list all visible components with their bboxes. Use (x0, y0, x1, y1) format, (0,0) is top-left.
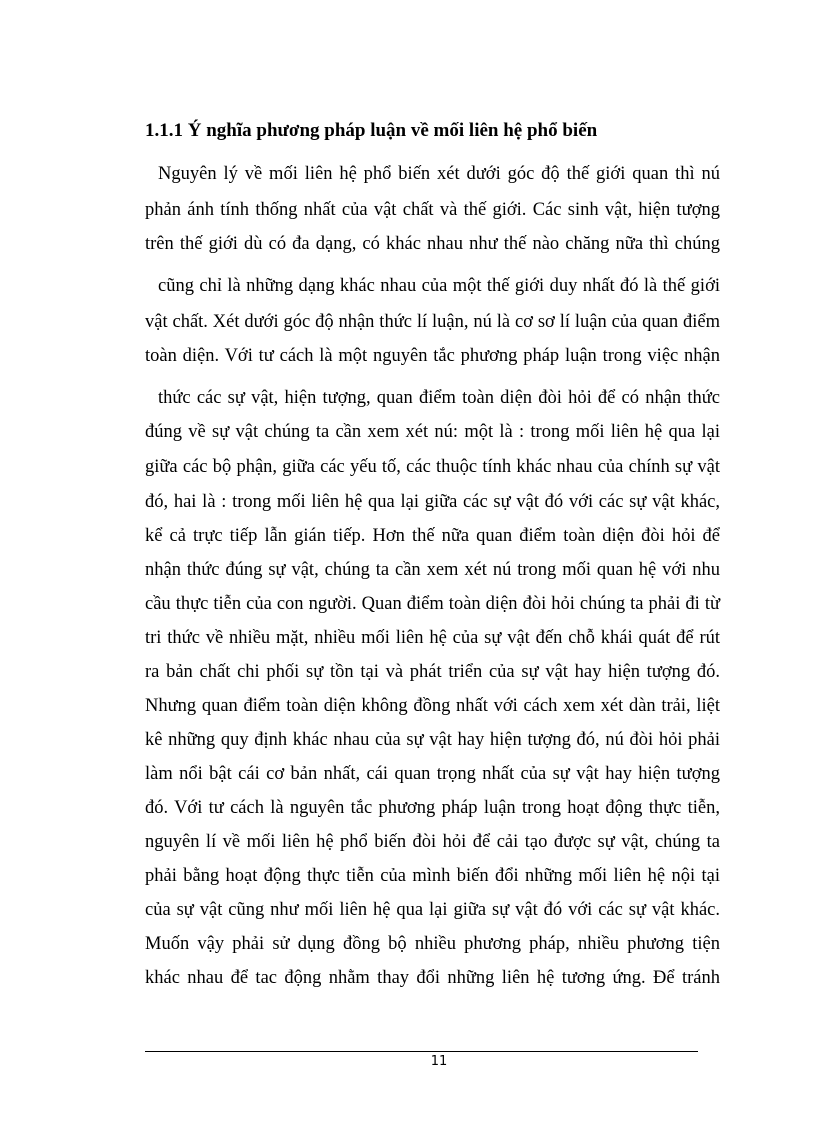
body-line: phải bằng hoạt động thực tiễn của mình biến đổi những mối liên hệ nội tại (145, 866, 720, 886)
body-line: vật chất. Xét dưới góc độ nhận thức lí luận, nú là cơ sơ lí luận của quan điểm (145, 312, 720, 332)
body-line: đúng về sự vật chúng ta cần xem xét nú: một là : trong mối liên hệ qua lại (145, 422, 720, 442)
body-line: cầu thực tiễn của con người. Quan điểm toàn diện đòi hỏi chúng ta phải đi từ (145, 594, 720, 614)
body-line: nguyên lí về mối liên hệ phổ biến đòi hỏi để cải tạo được sự vật, chúng ta (145, 832, 720, 852)
body-line: nhận thức đúng sự vật, chúng ta cần xem xét nú trong mối quan hệ với nhu (145, 560, 720, 580)
body-line: đó, hai là : trong mối liên hệ qua lại giữa các sự vật đó với các sự vật khác, (145, 492, 720, 512)
section-heading: 1.1.1 Ý nghĩa phương pháp luận về mối liên hệ phổ biến (145, 120, 598, 141)
body-line: kê những quy định khác nhau của sự vật hay hiện tượng đó, nú đòi hỏi phải (145, 730, 720, 750)
body-line: cũng chỉ là những dạng khác nhau của một thế giới duy nhất đó là thế giới (158, 276, 720, 296)
page-number: 11 (430, 1054, 448, 1069)
body-line: kể cả trực tiếp lẫn gián tiếp. Hơn thế nữa quan điểm toàn diện đòi hỏi để (145, 526, 720, 546)
body-line: trên thế giới dù có đa dạng, có khác nhau như thế nào chăng nữa thì chúng (145, 234, 720, 254)
body-line: toàn diện. Với tư cách là một nguyên tắc phương pháp luận trong việc nhận (145, 346, 720, 366)
body-line: Muốn vậy phải sử dụng đồng bộ nhiều phương pháp, nhiều phương tiện (145, 934, 720, 954)
body-line: phản ánh tính thống nhất của vật chất và thế giới. Các sinh vật, hiện tượng (145, 200, 720, 220)
body-line: ra bản chất chi phối sự tồn tại và phát triển của sự vật hay hiện tượng đó. (145, 662, 720, 682)
footer-divider (145, 1051, 698, 1052)
body-line: tri thức về nhiều mặt, nhiều mối liên hệ của sự vật đến chỗ khái quát để rút (145, 628, 720, 648)
body-line: khác nhau để tac động nhằm thay đổi những liên hệ tương ứng. Để tránh (145, 968, 720, 988)
body-line: đó. Với tư cách là nguyên tắc phương pháp luận trong hoạt động thực tiễn, (145, 798, 720, 818)
body-line: giữa các bộ phận, giữa các yếu tố, các thuộc tính khác nhau của chính sự vật (145, 457, 720, 477)
body-line: làm nổi bật cái cơ bản nhất, cái quan trọng nhất của sự vật hay hiện tượng (145, 764, 720, 784)
body-line: thức các sự vật, hiện tượng, quan điểm toàn diện đòi hỏi để có nhận thức (158, 388, 720, 408)
body-line: Nguyên lý về mối liên hệ phổ biến xét dưới góc độ thế giới quan thì nú (158, 164, 720, 184)
body-line: Nhưng quan điểm toàn diện không đồng nhất với cách xem xét dàn trải, liệt (145, 696, 720, 716)
body-line: của sự vật cũng như mối liên hệ qua lại giữa sự vật đó với các sự vật khác. (145, 900, 720, 920)
